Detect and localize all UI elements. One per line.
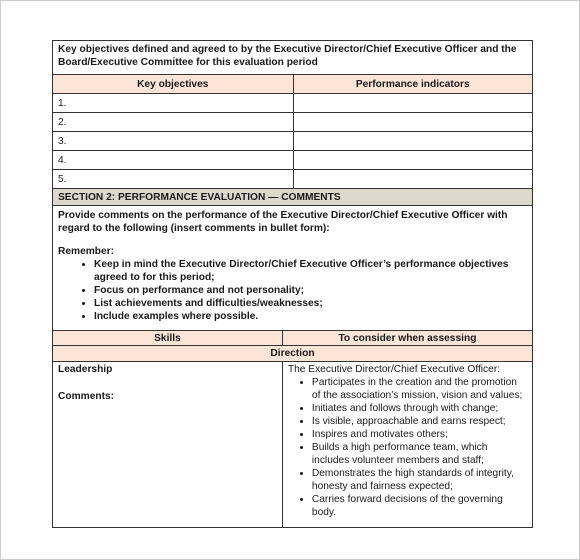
consider-item: • Carries forward decisions of the governing body. [312, 493, 527, 519]
section-direction: Direction [270, 348, 315, 359]
leadership-row [53, 361, 532, 527]
section2-instructions [53, 206, 532, 330]
objective-row [53, 131, 532, 150]
objective-number: 3. [58, 136, 67, 147]
evaluation-form-table [52, 40, 533, 528]
objective-number: 2. [58, 117, 67, 128]
consider-item: • Is visible, approachable and earns respect; [312, 415, 527, 428]
objective-row [53, 112, 532, 131]
consider-list [288, 376, 527, 519]
consider-item: • Participates in the creation and the promotion of the association’s mission, vision and values; [312, 376, 527, 402]
section2-title: SECTION 2: PERFORMANCE EVALUATION — COMMENTS [58, 192, 341, 203]
skills-column-header-row [53, 330, 532, 345]
comments-label: Comments: [58, 391, 115, 402]
objective-row [53, 150, 532, 169]
objective-number: 1. [58, 98, 67, 109]
remember-label: Remember: [58, 246, 115, 257]
direction-row [53, 345, 532, 361]
consider-item: • Inspires and motivates others; [312, 428, 527, 441]
skill-leadership: Leadership [58, 364, 113, 375]
col-header-key-objectives: Key objectives [137, 79, 209, 90]
remember-item: • Include examples where possible. [94, 310, 527, 323]
objectives-column-header-row [53, 74, 532, 93]
section2-title-row [53, 188, 532, 205]
objective-number: 5. [58, 174, 67, 185]
col-header-performance-indicators: Performance indicators [293, 75, 533, 93]
objectives-header-text: Key objectives defined and agreed to by the Executive Director/Chief Executive Officer and the Board/Executive Committee for this evaluation period [58, 44, 517, 68]
performance-indicator-cell[interactable] [293, 113, 533, 131]
section2-intro: Provide comments on the performance of the Executive Director/Chief Executive Officer with regard to the following (insert comments in bullet form): [58, 210, 508, 234]
consider-item: • Builds a high performance team, which includes volunteer members and staff; [312, 441, 527, 467]
consider-intro: The Executive Director/Chief Executive Officer: [287, 364, 501, 375]
objective-row [53, 169, 532, 188]
remember-list [58, 258, 527, 323]
performance-indicator-cell[interactable] [293, 94, 533, 112]
consider-item: • Initiates and follows through with change; [312, 402, 527, 415]
performance-indicator-cell[interactable] [293, 170, 533, 188]
performance-indicator-cell[interactable] [293, 132, 533, 150]
remember-item: • Keep in mind the Executive Director/Chief Executive Officer’s performance objectives agreed to for this period; [94, 258, 527, 284]
consider-cell [283, 362, 532, 527]
objectives-header-row [53, 41, 532, 74]
performance-indicator-cell[interactable] [293, 151, 533, 169]
remember-item: • Focus on performance and not personality; [94, 284, 527, 297]
consider-item: • Demonstrates the high standards of integrity, honesty and fairness expected; [312, 467, 527, 493]
objective-row [53, 93, 532, 112]
remember-item: • List achievements and difficulties/weaknesses; [94, 297, 527, 310]
col-header-to-consider: To consider when assessing [338, 333, 477, 344]
col-header-skills: Skills [53, 331, 283, 345]
leadership-cell [53, 362, 283, 527]
section2-instructions-row [53, 205, 532, 330]
objective-number: 4. [58, 155, 67, 166]
